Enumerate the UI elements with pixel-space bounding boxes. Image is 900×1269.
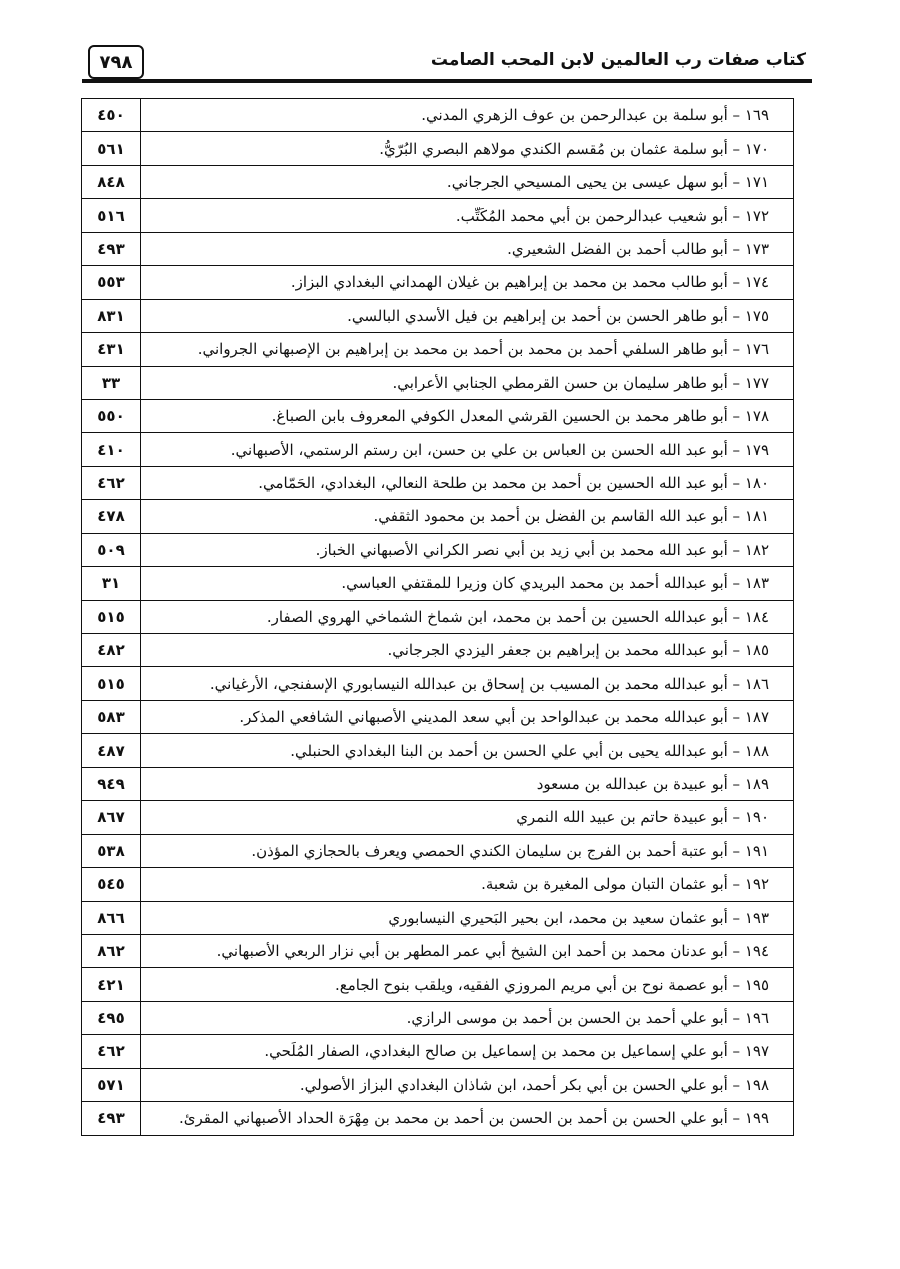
- entry-page-number: ٤٨٢: [82, 634, 141, 667]
- entry-page-number: ٤٨٧: [82, 734, 141, 767]
- page-header: [82, 40, 812, 80]
- entry-page-number: ٥٨٣: [82, 700, 141, 733]
- entry-name: ١٨١ – أبو عبد الله القاسم بن الفضل بن أحمد بن محمود الثقفي.: [141, 500, 794, 533]
- table-row: [82, 165, 794, 198]
- entry-page-number: ٤٩٣: [82, 1102, 141, 1135]
- entry-name: ١٦٩ – أبو سلمة بن عبدالرحمن بن عوف الزهري المدني.: [141, 99, 794, 132]
- entry-page-number: ٤٢١: [82, 968, 141, 1001]
- entry-page-number: ٤٦٢: [82, 1035, 141, 1068]
- entry-page-number: ٤٥٠: [82, 99, 141, 132]
- entry-name: ١٨٠ – أبو عبد الله الحسين بن أحمد بن محمد بن طلحة النعالي، البغدادي، الحَمّامي.: [141, 466, 794, 499]
- entry-page-number: ٥١٥: [82, 667, 141, 700]
- table-row: [82, 801, 794, 834]
- table-row: [82, 366, 794, 399]
- index-table-body: [82, 99, 794, 1136]
- entry-page-number: ٨٦٧: [82, 801, 141, 834]
- entry-name: ١٩٧ – أبو علي إسماعيل بن محمد بن إسماعيل بن صالح البغدادي، الصفار المُلَحي.: [141, 1035, 794, 1068]
- entry-name: ١٨٦ – أبو عبدالله محمد بن المسيب بن إسحاق بن عبدالله النيسابوري الإسفنجي، الأرغياني.: [141, 667, 794, 700]
- entry-name: ١٨٢ – أبو عبد الله محمد بن أبي زيد بن أبي نصر الكراني الأصبهاني الخباز.: [141, 533, 794, 566]
- table-row: [82, 634, 794, 667]
- table-row: [82, 1102, 794, 1135]
- table-row: [82, 968, 794, 1001]
- table-row: [82, 333, 794, 366]
- entry-page-number: ٣١: [82, 567, 141, 600]
- page-number: ٧٩٨: [88, 45, 144, 79]
- entry-name: ١٩٤ – أبو عدنان محمد بن أحمد ابن الشيخ أبي عمر المطهر بن أبي نزار الربعي الأصبهاني.: [141, 934, 794, 967]
- entry-name: ١٨٨ – أبو عبدالله يحيى بن أبي علي الحسن بن أحمد بن البنا البغدادي الحنبلي.: [141, 734, 794, 767]
- entry-page-number: ٨٤٨: [82, 165, 141, 198]
- entry-name: ١٧٥ – أبو طاهر الحسن بن أحمد بن إبراهيم بن فيل الأسدي البالسي.: [141, 299, 794, 332]
- table-row: [82, 299, 794, 332]
- entry-name: ١٩٠ – أبو عبيدة حاتم بن عبيد الله النمري: [141, 801, 794, 834]
- entry-page-number: ٥١٦: [82, 199, 141, 232]
- entry-page-number: ٤٧٨: [82, 500, 141, 533]
- table-row: [82, 834, 794, 867]
- entry-name: ١٧٢ – أبو شعيب عبدالرحمن بن أبي محمد المُكَتِّب.: [141, 199, 794, 232]
- table-row: [82, 433, 794, 466]
- entry-page-number: ٥٣٨: [82, 834, 141, 867]
- table-row: [82, 667, 794, 700]
- entry-page-number: ٥٧١: [82, 1068, 141, 1101]
- table-row: [82, 466, 794, 499]
- entry-page-number: ٨٦٦: [82, 901, 141, 934]
- table-row: [82, 500, 794, 533]
- table-row: [82, 399, 794, 432]
- table-row: [82, 266, 794, 299]
- table-row: [82, 734, 794, 767]
- entry-page-number: ٨٦٢: [82, 934, 141, 967]
- entry-name: ١٧٧ – أبو طاهر سليمان بن حسن القرمطي الجنابي الأعرابي.: [141, 366, 794, 399]
- table-row: [82, 700, 794, 733]
- entry-name: ١٨٧ – أبو عبدالله محمد بن عبدالواحد بن أبي سعد المديني الأصبهاني الشافعي المذكر.: [141, 700, 794, 733]
- entry-page-number: ٥٥٣: [82, 266, 141, 299]
- table-row: [82, 767, 794, 800]
- entry-page-number: ٥٠٩: [82, 533, 141, 566]
- entry-name: ١٧٠ – أبو سلمة عثمان بن مُقسم الكندي مولاهم البصري البُرّيُّ.: [141, 132, 794, 165]
- index-table: [81, 98, 794, 1136]
- entry-name: ١٨٩ – أبو عبيدة بن عبدالله بن مسعود: [141, 767, 794, 800]
- book-title: كتاب صفات رب العالمين لابن المحب الصامت: [430, 50, 806, 70]
- entry-name: ١٧٣ – أبو طالب أحمد بن الفضل الشعيري.: [141, 232, 794, 265]
- entry-page-number: ٤١٠: [82, 433, 141, 466]
- entry-page-number: ٣٣: [82, 366, 141, 399]
- table-row: [82, 132, 794, 165]
- table-row: [82, 1035, 794, 1068]
- table-row: [82, 600, 794, 633]
- table-row: [82, 901, 794, 934]
- header-divider: [82, 79, 812, 83]
- table-row: [82, 1001, 794, 1034]
- entry-name: ١٩٨ – أبو علي الحسن بن أبي بكر أحمد، ابن شاذان البغدادي البزاز الأصولي.: [141, 1068, 794, 1101]
- entry-name: ١٩١ – أبو عتبة أحمد بن الفرج بن سليمان الكندي الحمصي ويعرف بالحجازي المؤذن.: [141, 834, 794, 867]
- entry-name: ١٩٢ – أبو عثمان التبان مولى المغيرة بن شعبة.: [141, 868, 794, 901]
- entry-page-number: ٥١٥: [82, 600, 141, 633]
- entry-name: ١٨٥ – أبو عبدالله محمد بن إبراهيم بن جعفر اليزدي الجرجاني.: [141, 634, 794, 667]
- entry-name: ١٧٤ – أبو طالب محمد بن محمد بن إبراهيم بن غيلان الهمداني البغدادي البزاز.: [141, 266, 794, 299]
- entry-page-number: ٥٤٥: [82, 868, 141, 901]
- table-row: [82, 567, 794, 600]
- table-row: [82, 868, 794, 901]
- entry-page-number: ٤٦٢: [82, 466, 141, 499]
- entry-name: ١٩٦ – أبو علي أحمد بن الحسن بن أحمد بن موسى الرازي.: [141, 1001, 794, 1034]
- entry-name: ١٩٩ – أبو علي الحسن بن أحمد بن الحسن بن أحمد بن محمد بن مِهْرَة الحداد الأصبهاني المقرئ.: [141, 1102, 794, 1135]
- entry-page-number: ٥٥٠: [82, 399, 141, 432]
- entry-page-number: ٩٤٩: [82, 767, 141, 800]
- entry-name: ١٧٨ – أبو طاهر محمد بن الحسين القرشي المعدل الكوفي المعروف بابن الصباغ.: [141, 399, 794, 432]
- entry-name: ١٩٣ – أبو عثمان سعيد بن محمد، ابن بحير البَحيري النيسابوري: [141, 901, 794, 934]
- entry-page-number: ٤٣١: [82, 333, 141, 366]
- table-row: [82, 99, 794, 132]
- entry-page-number: ٥٦١: [82, 132, 141, 165]
- entry-name: ١٧٩ – أبو عبد الله الحسن بن العباس بن علي بن حسن، ابن رستم الرستمي، الأصبهاني.: [141, 433, 794, 466]
- entry-name: ١٧١ – أبو سهل عيسى بن يحيى المسيحي الجرجاني.: [141, 165, 794, 198]
- table-row: [82, 533, 794, 566]
- table-row: [82, 934, 794, 967]
- table-row: [82, 232, 794, 265]
- table-row: [82, 1068, 794, 1101]
- entry-name: ١٧٦ – أبو طاهر السلفي أحمد بن محمد بن أحمد بن محمد بن إبراهيم بن الإصبهاني الجرواني.: [141, 333, 794, 366]
- entry-page-number: ٨٣١: [82, 299, 141, 332]
- entry-name: ١٨٣ – أبو عبدالله أحمد بن محمد البريدي كان وزيرا للمقتفي العباسي.: [141, 567, 794, 600]
- entry-name: ١٨٤ – أبو عبدالله الحسين بن أحمد بن محمد، ابن شماخ الشماخي الهروي الصفار.: [141, 600, 794, 633]
- entry-name: ١٩٥ – أبو عصمة نوح بن أبي مريم المروزي الفقيه، ويلقب بنوح الجامع.: [141, 968, 794, 1001]
- entry-page-number: ٤٩٥: [82, 1001, 141, 1034]
- table-row: [82, 199, 794, 232]
- entry-page-number: ٤٩٣: [82, 232, 141, 265]
